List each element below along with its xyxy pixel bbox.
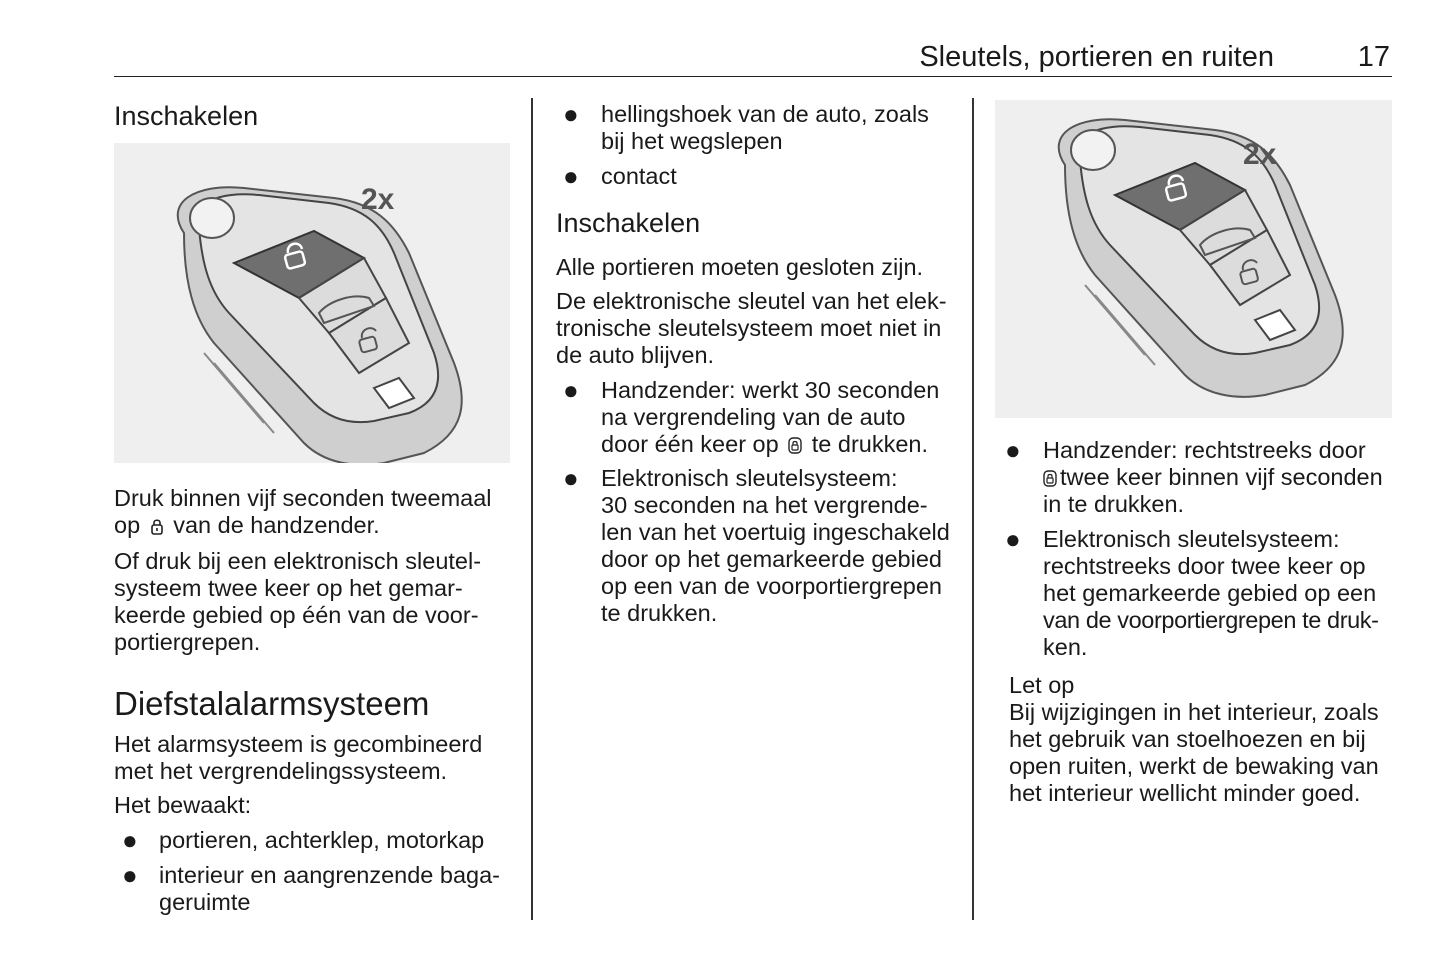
key-fob-figure-2 — [995, 100, 1392, 418]
col1-para3: Het alarmsysteem is gecombineerd met het vergrendelingssysteem. — [114, 731, 483, 784]
note-title: Let op — [1009, 672, 1075, 698]
note-block: Let op Bij wijzigingen in het interieur, zoals het gebruik van stoelhoezen en bij open ruiten, werkt de bewaking van het interieur wellicht minder goed. — [1009, 672, 1399, 807]
key-fob-figure-1 — [114, 143, 510, 463]
lock-icon — [1043, 470, 1057, 487]
lock-icon — [150, 518, 164, 535]
bullet-dot: ● — [563, 375, 579, 405]
col1-para2: Of druk bij een elektronisch sleutel- systeem twee keer op het gemar- keerde gebied op één van de voor- portiergrepen. — [114, 548, 482, 655]
bullet-dot: ● — [563, 161, 579, 191]
bullet-dot: ● — [122, 825, 138, 855]
bullet-dot: ● — [1005, 435, 1021, 465]
col1-para1-line2: op van de handzender. — [114, 512, 380, 538]
col1-para1-line1: Druk binnen vijf seconden tweemaal — [114, 485, 492, 511]
column-divider-1 — [531, 98, 533, 920]
chapter-title: Sleutels, portieren en ruiten — [919, 41, 1274, 73]
bullet-dot: ● — [563, 99, 579, 129]
bullet-dot: ● — [1005, 524, 1021, 554]
press-twice-label: 2x — [361, 183, 395, 216]
col1-heading: Inschakelen — [114, 101, 259, 131]
key-fob-illustration — [995, 100, 1392, 418]
lock-icon — [788, 437, 802, 454]
section-title: Diefstalalarmsysteem — [114, 685, 430, 722]
key-fob-illustration — [114, 143, 510, 463]
page-header — [114, 38, 1392, 77]
bullet-dot: ● — [563, 463, 579, 493]
bullet-dot: ● — [122, 860, 138, 890]
col1-para1 — [114, 485, 524, 539]
col1-para4: Het bewaakt: — [114, 792, 252, 818]
col2-heading: Inschakelen — [556, 208, 701, 238]
col2-para1: Alle portieren moeten gesloten zijn. — [556, 254, 924, 280]
column-divider-2 — [972, 98, 974, 920]
page-number: 17 — [1357, 41, 1390, 73]
press-twice-label: 2x — [1243, 138, 1277, 171]
col2-para2: De elektronische sleutel van het elek- tronische sleutelsysteem moet niet in de auto blijven. — [556, 288, 947, 368]
